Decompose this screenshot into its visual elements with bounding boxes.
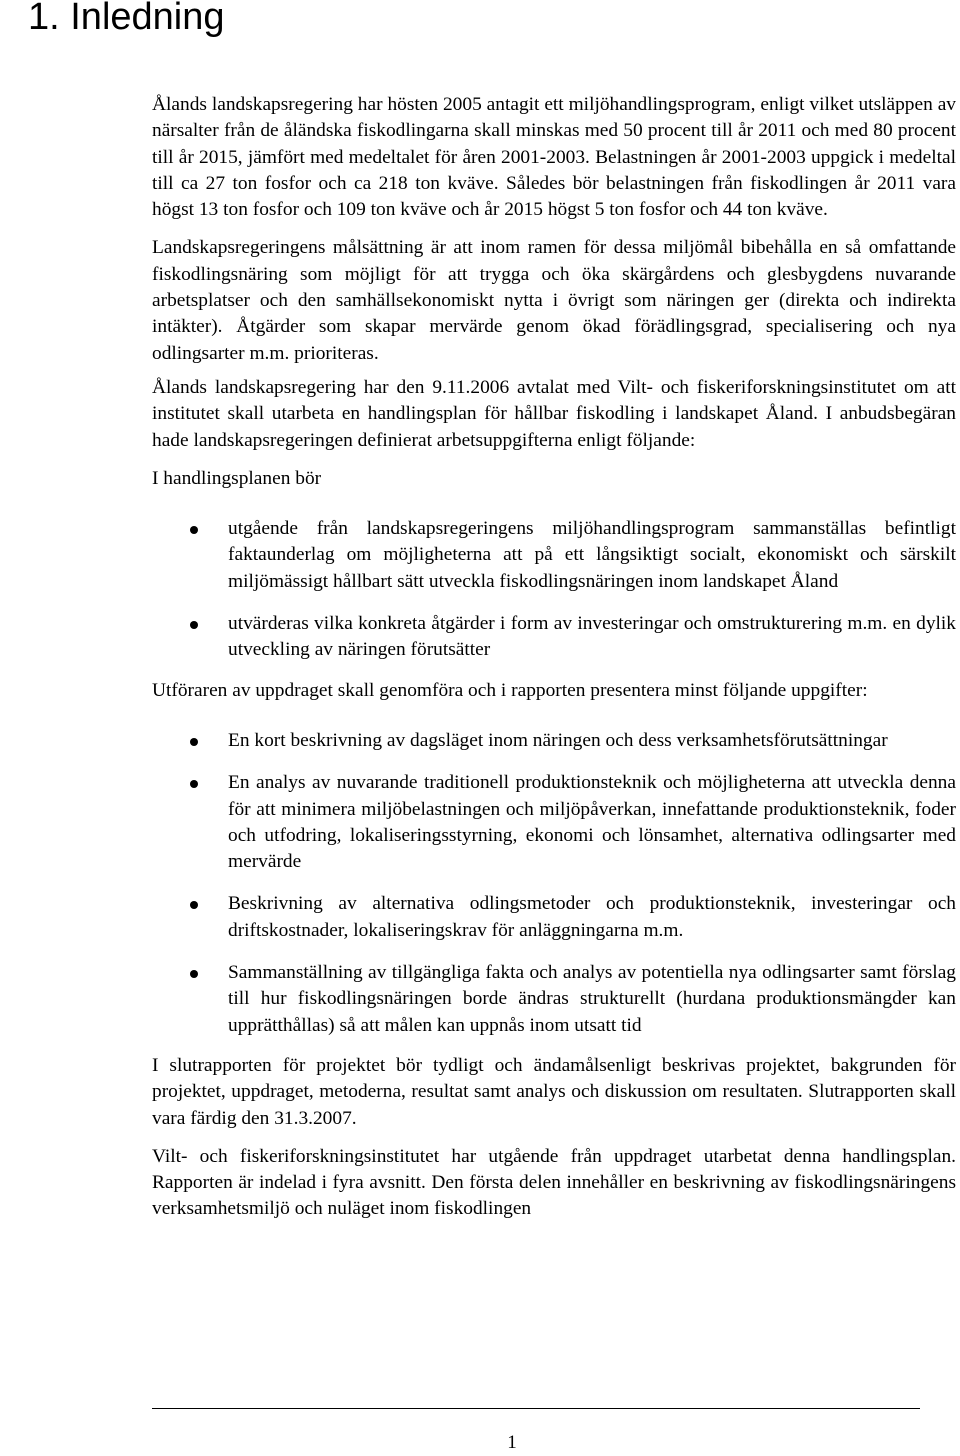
bullet-list-plan — [152, 516, 956, 663]
paragraph-outline: Vilt- och fiskeriforskningsinstitutet har utgående från uppdraget utarbetat denna handlingsplan. Rapporten är indelad i fyra avsnitt. Den första delen innehåller en beskrivning av fiskodlingsnäringens verksamhetsmiljö och nuläget inom fiskodlingen — [152, 1145, 956, 1220]
body-text — [152, 92, 956, 1235]
paragraph-environment-program: Ålands landskapsregering har hösten 2005 antagit ett miljöhandlingsprogram, enligt vilket utsläppen av närsalter från de åländska fiskodlingarna skall minskas med 50 procent till år 2011 och med 80 procent till år 2015, jämfört med medeltalet för åren 2001-2003. Belastningen år 2001-2003 uppgick i medeltal till ca 27 ton fosfor och ca 218 ton kväve. Således bör belastningen från fiskodlingen år 2011 vara högst 13 ton fosfor och 109 ton kväve och år 2015 högst 5 ton fosfor och 44 ton kväve. — [152, 94, 956, 221]
bullet-icon — [190, 621, 198, 629]
paragraph-list-intro: I handlingsplanen bör — [152, 467, 322, 489]
bullet-icon — [190, 780, 198, 788]
list-item — [152, 960, 956, 1039]
paragraph-agreement: Ålands landskapsregering har den 9.11.2006 avtalat med Vilt- och fiskeriforskningsinstitutet om att institutet skall utarbeta en handlingsplan för hållbar fiskodling i landskapet Åland. I anbudsbegäran hade landskapsregeringen definierat arbetsuppgifterna enligt följande: — [152, 376, 956, 451]
paragraph-goals: Landskapsregeringens målsättning är att inom ramen för dessa miljömål bibehålla en så omfattande fiskodlingsnäring som möjligt för att trygga och öka skärgårdens och glesbygdens nuvarande arbetsplatser och den samhällsekonomiskt nytta i övrigt som näringen ger (direkta och indirekta intäkter). Åtgärder som skapar mervärde genom ökad förädlingsgrad, specialisering och nya odlingsarter m.m. prioriteras. — [152, 237, 956, 364]
list-item-text: En analys av nuvarande traditionell produktionsteknik och möjligheterna att utveckla denna för att minimera miljöbelastningen och miljöpåverkan, innefattande produktionsteknik, foder och utfodring, lokaliseringsstyrning, ekonomi och lönsamhet, alternativa odlingsarter med mervärde — [228, 772, 956, 873]
list-item — [152, 516, 956, 595]
list-item — [152, 611, 956, 664]
bullet-icon — [190, 970, 198, 978]
page-number: 1 — [507, 1432, 517, 1453]
footer-divider — [152, 1408, 920, 1409]
paragraph-tasks: Utföraren av uppdraget skall genomföra och i rapporten presentera minst följande uppgifter: — [152, 679, 868, 701]
paragraph-final-report: I slutrapporten för projektet bör tydligt och ändamålsenligt beskrivas projektet, bakgrunden för projektet, uppdraget, metoderna, resultat samt analys och diskussion om resultaten. Slutrapporten skall vara färdig den 31.3.2007. — [152, 1054, 956, 1129]
bullet-list-tasks — [152, 728, 956, 1039]
bullet-icon — [190, 901, 198, 909]
list-item — [152, 770, 956, 875]
list-item-text: En kort beskrivning av dagsläget inom näringen och dess verksamhetsförutsättningar — [228, 729, 888, 751]
list-item-text: utvärderas vilka konkreta åtgärder i form av investeringar och omstrukturering m.m. en dylik utveckling av näringen förutsätter — [228, 613, 956, 661]
list-item — [152, 891, 956, 944]
list-item-text: utgående från landskapsregeringens miljöhandlingsprogram sammanställas befintligt faktaunderlag om möjligheterna att på ett långsiktigt socialt, ekonomiskt och särskilt miljömässigt hållbart sätt utveckla fiskodlingsnäringen inom landskapet Åland — [228, 518, 956, 592]
bullet-icon — [190, 526, 198, 534]
list-item-text: Sammanställning av tillgängliga fakta och analys av potentiella nya odlingsarter samt förslag till hur fiskodlingsnäringen borde ändras strukturellt (hurdana produktionsmängder kan upprätthållas) så att målen kan uppnås inom utsatt tid — [228, 962, 956, 1036]
list-item-text: Beskrivning av alternativa odlingsmetoder och produktionsteknik, investeringar och driftskostnader, lokaliseringskrav för anläggningarna m.m. — [228, 893, 956, 941]
bullet-icon — [190, 738, 198, 746]
section-heading: 1. Inledning — [28, 0, 225, 38]
list-item — [152, 728, 956, 754]
